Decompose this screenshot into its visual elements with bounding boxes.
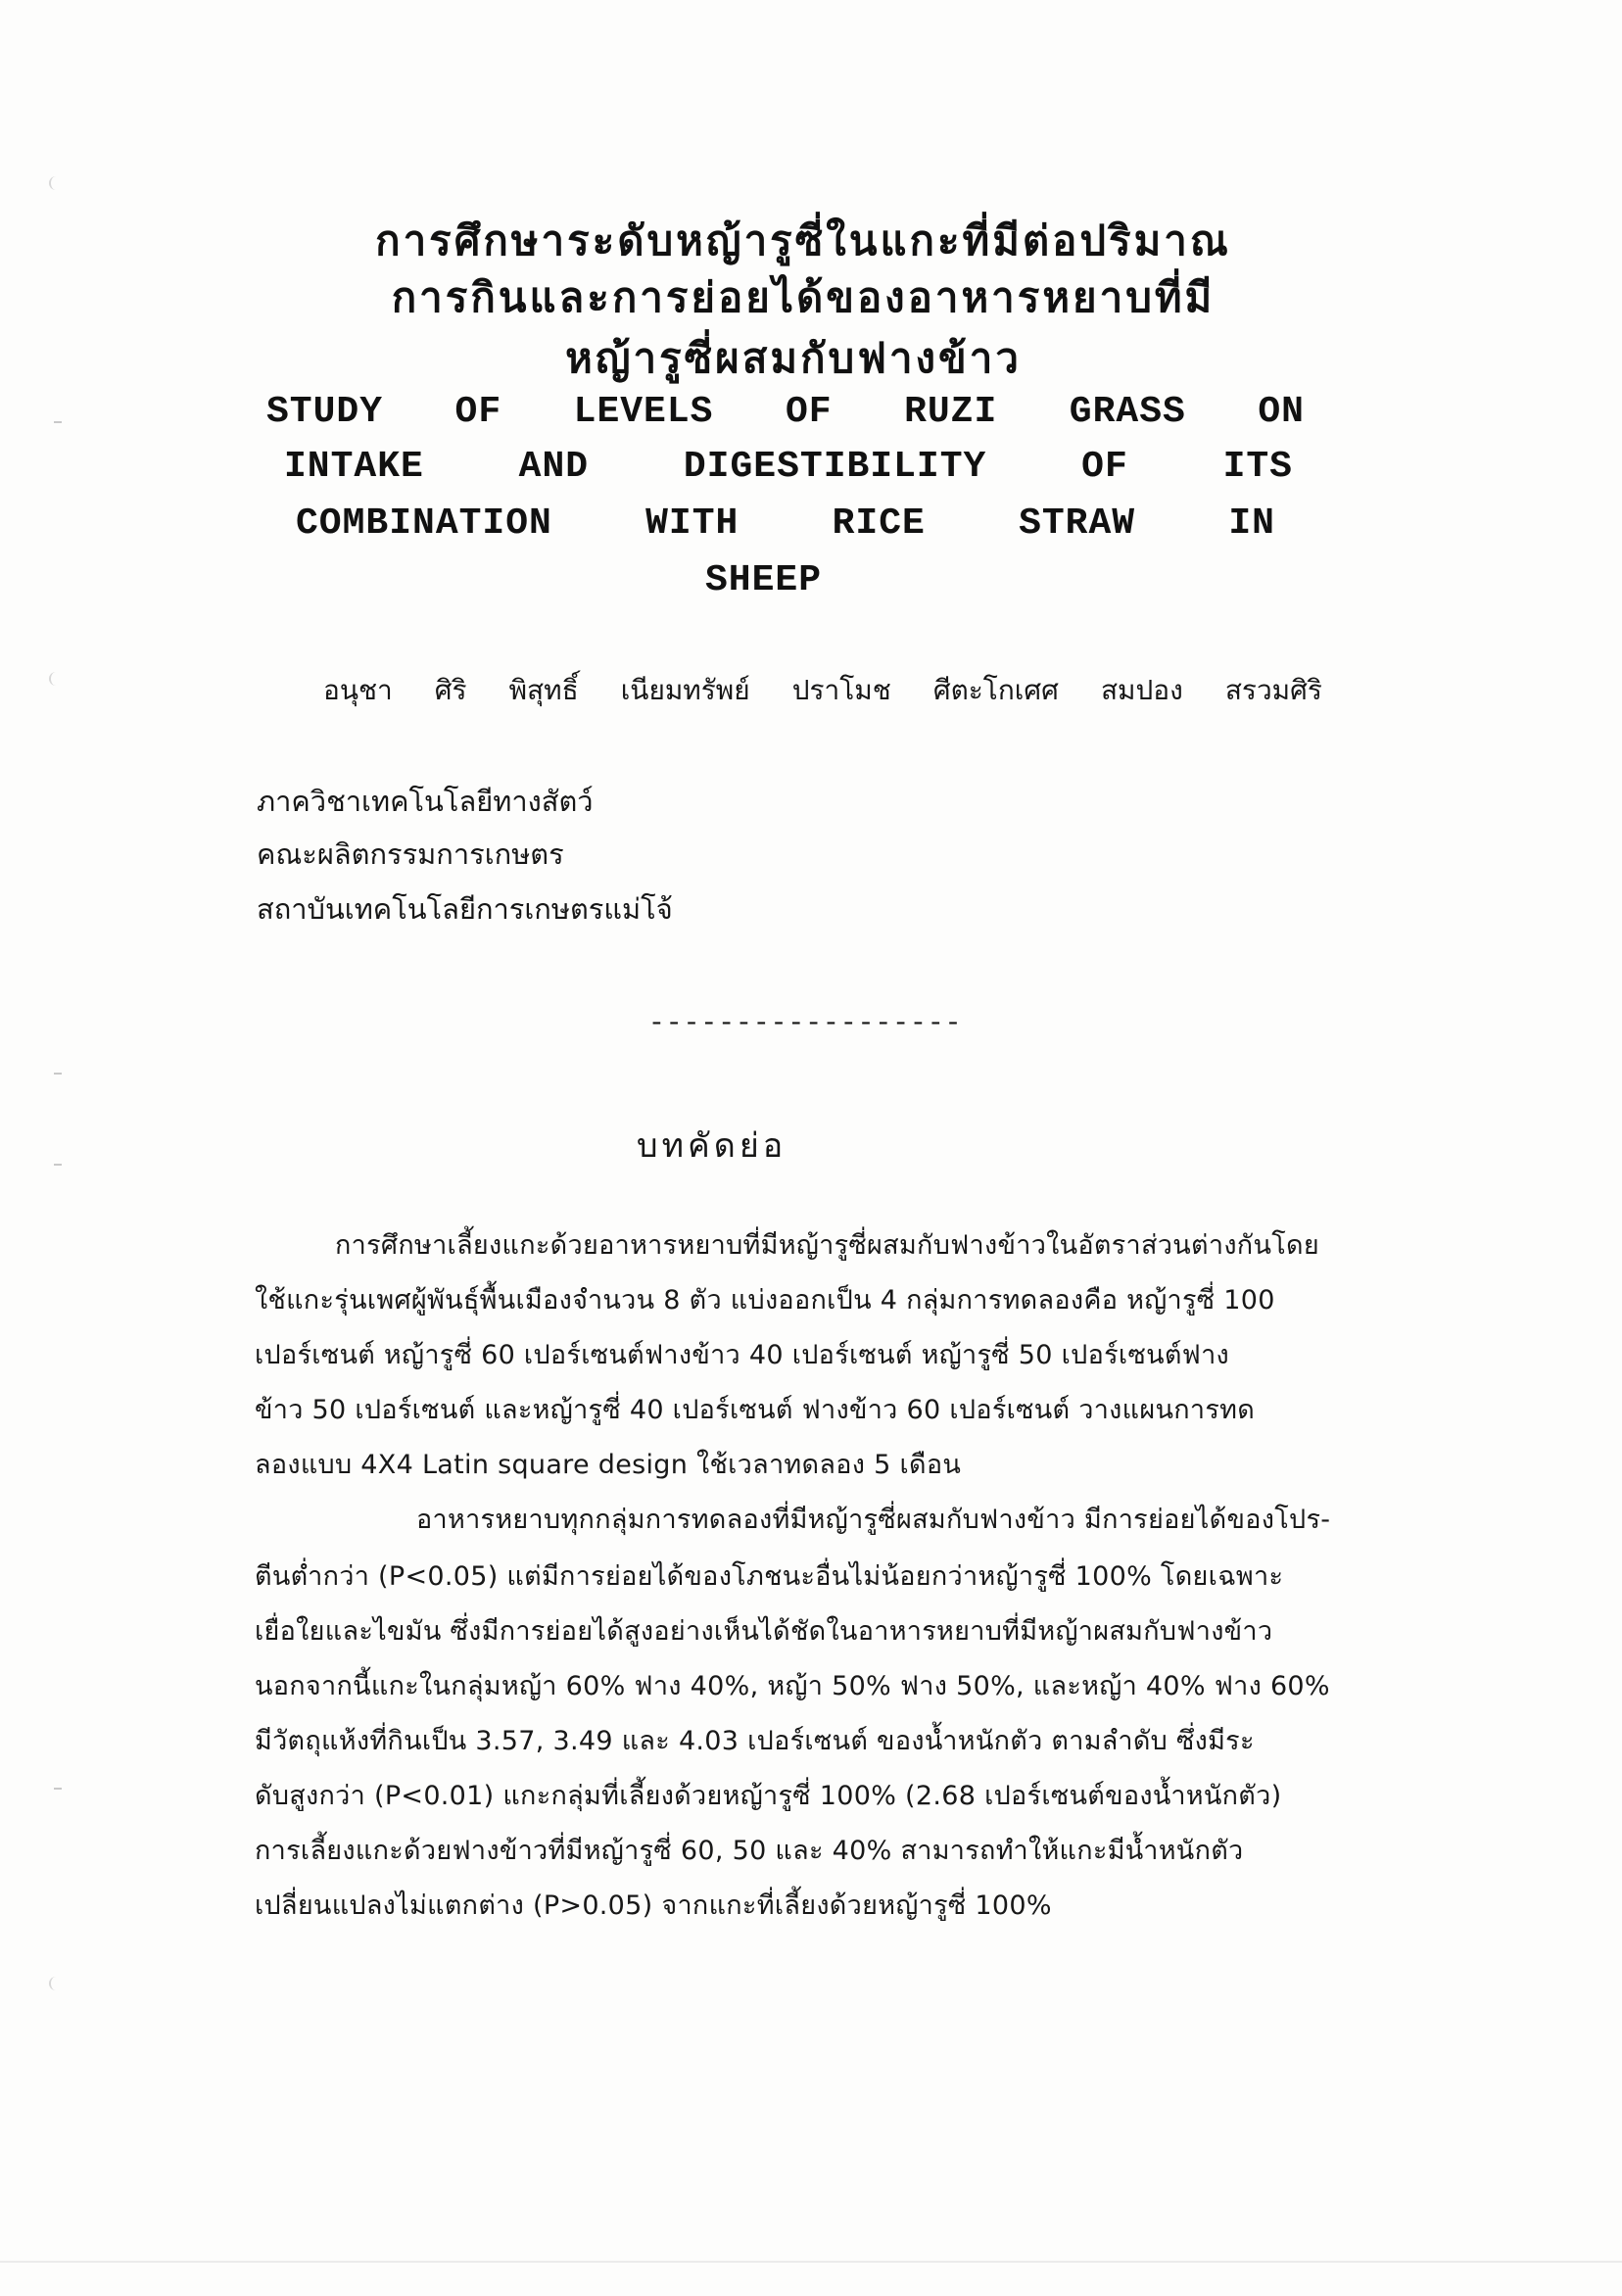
affiliation-department: ภาควิชาเทคโนโลยีทางสัตว์ [257,785,594,818]
page-bottom-edge [0,2261,1622,2263]
title-word: ITS [1222,446,1293,488]
title-word: OF [1081,446,1128,488]
title-word: GRASS [1069,391,1186,433]
title-word: STUDY [266,391,384,433]
author-name: เนียมทรัพย์ [620,674,750,706]
title-thai-line-1: การศึกษาระดับหญ้ารูซี่ในแกะที่มีต่อปริมาณ [375,216,1231,264]
author-list [323,671,1322,710]
abstract-line: ตีนต่ำกว่า (P<0.05) แต่มีการย่อยได้ของโภชนะอื่นไม่น้อยกว่าหญ้ารูซี่ 100% โดยเฉพาะ [255,1561,1284,1592]
author-name: พิสุทธิ์ [508,674,579,706]
title-word: AND [518,446,590,488]
margin-mark [54,1164,62,1166]
title-word: IN [1228,502,1275,545]
abstract-line: ลองแบบ 4X4 Latin square design ใช้เวลาทดลอง 5 เดือน [255,1450,962,1480]
title-english-line-2 [284,441,1293,494]
abstract-line: ข้าว 50 เปอร์เซนต์ และหญ้ารูซี่ 40 เปอร์เซนต์ ฟางข้าว 60 เปอร์เซนต์ วางแผนการทด [255,1395,1256,1425]
abstract-line: เปอร์เซนต์ หญ้ารูซี่ 60 เปอร์เซนต์ฟางข้าว 40 เปอร์เซนต์ หญ้ารูซี่ 50 เปอร์เซนต์ฟาง [255,1340,1230,1370]
title-word: OF [454,391,502,433]
author-name: ศิริ [434,674,467,706]
title-word: LEVELS [573,391,714,433]
abstract-line: ดับสูงกว่า (P<0.01) แกะกลุ่มที่เลี้ยงด้วยหญ้ารูซี่ 100% (2.68 เปอร์เซนต์ของน้ำหนักตัว) [255,1781,1282,1811]
abstract-line: มีวัตถุแห้งที่กินเป็น 3.57, 3.49 และ 4.03 เปอร์เซนต์ ของน้ำหนักตัว ตามลำดับ ซึ่งมีระ [255,1726,1255,1756]
title-word: WITH [645,502,739,545]
margin-mark [54,1073,62,1075]
affiliation-faculty: คณะผลิตกรรมการเกษตร [257,837,564,871]
abstract-heading: บทคัดย่อ [637,1126,787,1166]
author-name: อนุชา [323,674,393,706]
title-word: SHEEP [705,559,823,601]
title-word: RUZI [904,391,998,433]
title-word: COMBINATION [296,502,552,545]
author-name: ศีตะโกเศศ [932,674,1059,706]
title-english-line-4 [705,554,901,607]
title-word: INTAKE [284,446,424,488]
title-english-line-1 [266,386,1305,439]
title-word: RICE [832,502,926,545]
author-name: สมปอง [1100,674,1183,706]
abstract-line: เปลี่ยนแปลงไม่แตกต่าง (P>0.05) จากแกะที่เลี้ยงด้วยหญ้ารูซี่ 100% [255,1890,1052,1921]
title-english-line-3 [296,498,1275,550]
abstract-line: การศึกษาเลี้ยงแกะด้วยอาหารหยาบที่มีหญ้ารูซี่ผสมกับฟางข้าวในอัตราส่วนต่างกันโดย [335,1230,1319,1261]
abstract-line: อาหารหยาบทุกกลุ่มการทดลองที่มีหญ้ารูซี่ผสมกับฟางข้าว มีการย่อยได้ของโปร- [416,1505,1331,1535]
title-thai-line-2: การกินและการย่อยได้ของอาหารหยาบที่มี [391,273,1216,321]
abstract-line: เยื่อใยและไขมัน ซึ่งมีการย่อยได้สูงอย่างเห็นได้ชัดในอาหารหยาบที่มีหญ้าผสมกับฟางข้าว [255,1616,1273,1647]
binder-hole-mark [49,672,61,686]
title-thai-line-3: หญ้ารูซี่ผสมกับฟางข้าว [565,334,1022,382]
abstract-line: นอกจากนี้แกะในกลุ่มหญ้า 60% ฟาง 40%, หญ้า 50% ฟาง 50%, และหญ้า 40% ฟาง 60% [255,1671,1330,1701]
abstract-line: ใช้แกะรุ่นเพศผู้พันธุ์พื้นเมืองจำนวน 8 ตัว แบ่งออกเป็น 4 กลุ่มการทดลองคือ หญ้ารูซี่ 100 [255,1285,1275,1315]
title-word: DIGESTIBILITY [683,446,987,488]
binder-hole-mark [49,176,61,190]
margin-mark [54,421,62,423]
title-word: OF [785,391,833,433]
abstract-line: การเลี้ยงแกะด้วยฟางข้าวที่มีหญ้ารูซี่ 60, 50 และ 40% สามารถทำให้แกะมีน้ำหนักตัว [255,1836,1244,1866]
author-name: ปราโมช [791,674,891,706]
section-divider: ------------------ [648,1009,963,1039]
author-name: สรวมศิริ [1224,674,1322,706]
binder-hole-mark [49,1977,61,1990]
margin-mark [54,1788,62,1790]
affiliation-institute: สถาบันเทคโนโลยีการเกษตรแม่โจ้ [257,892,673,926]
title-word: ON [1258,391,1305,433]
title-word: STRAW [1019,502,1136,545]
